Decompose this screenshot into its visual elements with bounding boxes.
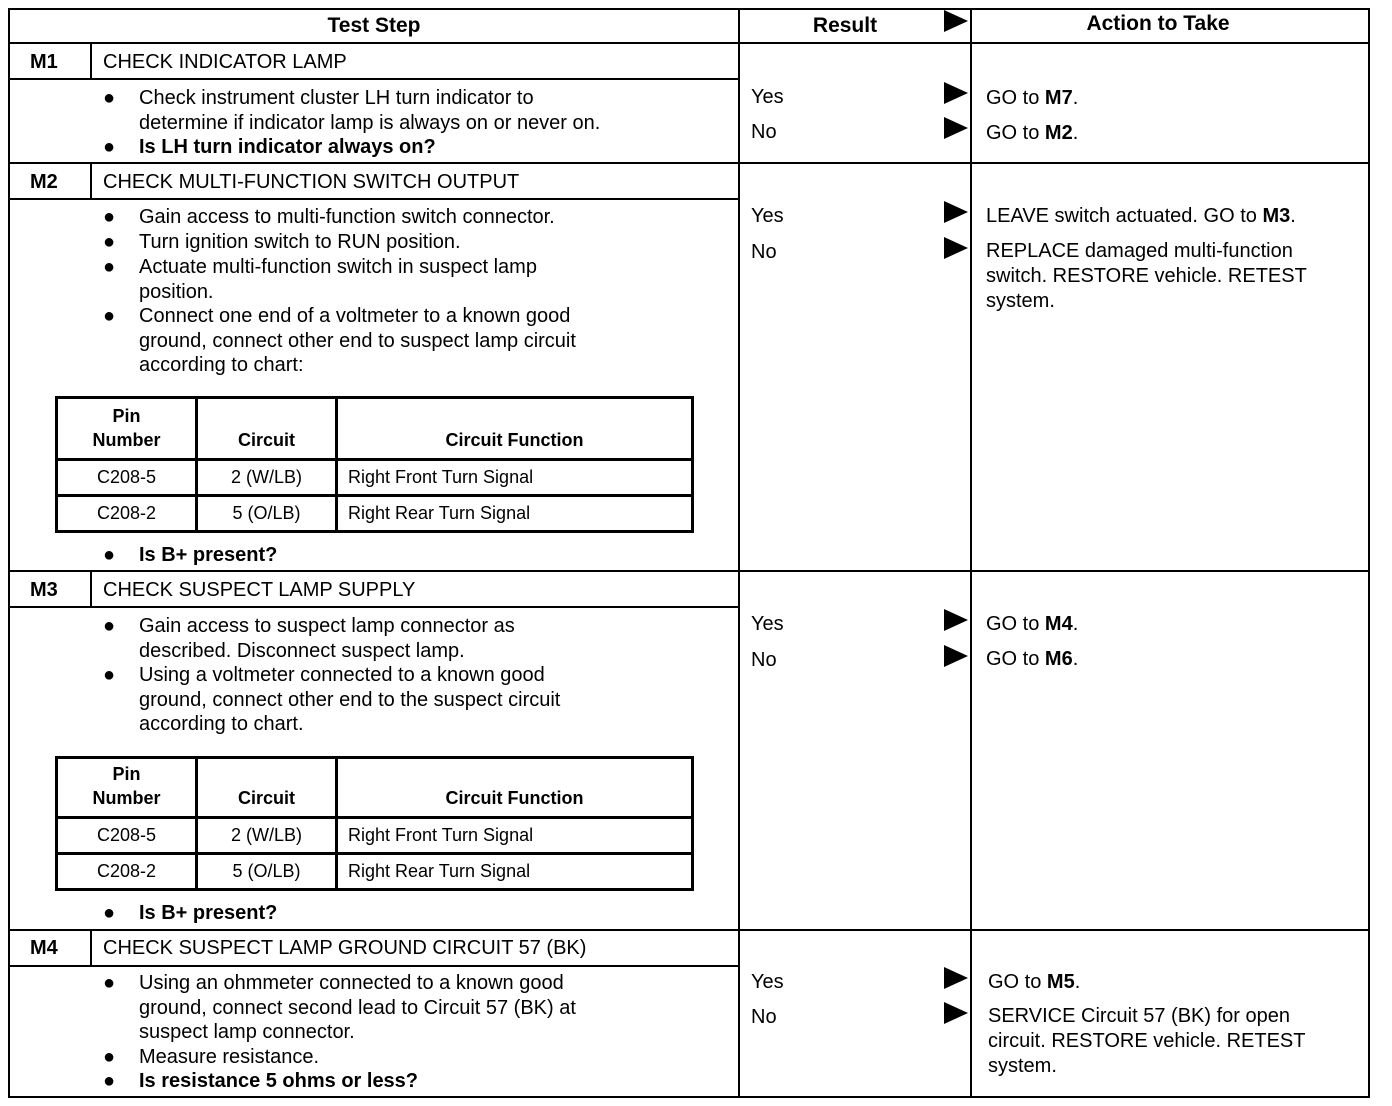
bullet-text: Using an ohmmeter connected to a known good ground, connect second lead to Circuit 57 (BK) at suspect lamp connector. [139, 972, 576, 1043]
step-title: CHECK SUSPECT LAMP GROUND CIRCUIT 57 (BK) [103, 937, 587, 959]
step-id: M1 [30, 51, 58, 73]
step-id: M2 [30, 171, 58, 193]
bullet-icon: ● [103, 231, 116, 253]
header-test-step: Test Step [327, 14, 421, 37]
result-arrow-icon [944, 201, 968, 223]
action-text: GO to M6. [986, 648, 1079, 670]
bullet-text: Is resistance 5 ohms or less? [139, 1070, 419, 1092]
pin-table-header: Circuit Function [337, 758, 693, 818]
pin-table-header: Circuit Function [337, 398, 693, 460]
action-text: LEAVE switch actuated. GO to M3. [986, 205, 1296, 227]
bullet-text: Is B+ present? [139, 902, 278, 924]
bullet-text: Turn ignition switch to RUN position. [139, 231, 461, 253]
table-row [57, 496, 693, 532]
action-text: GO to M7. [986, 87, 1079, 109]
bullet-text: Using a voltmeter connected to a known good ground, connect other end to the suspect circuit according to chart. [139, 664, 561, 735]
action-text: SERVICE Circuit 57 (BK) for open circuit. RESTORE vehicle. RETEST system. [988, 1005, 1306, 1077]
result-yes: Yes [751, 86, 784, 108]
result-arrow-icon [944, 117, 968, 139]
pin-table [55, 756, 694, 891]
header-arrow-icon [944, 10, 968, 32]
action-text: REPLACE damaged multi-function switch. RESTORE vehicle. RETEST system. [986, 240, 1307, 312]
bullet-icon: ● [103, 544, 116, 566]
pin-table [55, 396, 694, 533]
bullet-icon: ● [103, 972, 116, 994]
bullet-icon: ● [103, 206, 116, 228]
function-cell: Right Rear Turn Signal [337, 854, 693, 890]
step-title: CHECK INDICATOR LAMP [103, 51, 347, 73]
action-text: GO to M2. [986, 122, 1079, 144]
bullet-icon: ● [103, 305, 116, 327]
pin-cell: C208-2 [57, 496, 197, 532]
result-arrow-icon [944, 1002, 968, 1024]
function-cell: Right Rear Turn Signal [337, 496, 693, 532]
circuit-cell: 2 (W/LB) [197, 460, 337, 496]
result-arrow-icon [944, 645, 968, 667]
pin-table-header: Pin Number [57, 758, 197, 818]
result-no: No [751, 649, 777, 671]
bullet-icon: ● [103, 136, 116, 158]
action-text: GO to M4. [986, 613, 1079, 635]
result-yes: Yes [751, 613, 784, 635]
function-cell: Right Front Turn Signal [337, 460, 693, 496]
result-arrow-icon [944, 609, 968, 631]
result-arrow-icon [944, 967, 968, 989]
result-no: No [751, 1006, 777, 1028]
result-arrow-icon [944, 82, 968, 104]
bullet-text: Actuate multi-function switch in suspect lamp position. [139, 256, 537, 303]
step-title: CHECK MULTI-FUNCTION SWITCH OUTPUT [103, 171, 520, 193]
pin-cell: C208-5 [57, 460, 197, 496]
circuit-cell: 5 (O/LB) [197, 496, 337, 532]
bullet-icon: ● [103, 1046, 116, 1068]
result-no: No [751, 121, 777, 143]
result-yes: Yes [751, 971, 784, 993]
bullet-icon: ● [103, 256, 116, 278]
bullet-text: Check instrument cluster LH turn indicator to determine if indicator lamp is always on or never on. [139, 87, 601, 134]
bullet-icon: ● [103, 87, 116, 109]
bullet-text: Gain access to suspect lamp connector as described. Disconnect suspect lamp. [139, 615, 515, 662]
bullet-icon: ● [103, 664, 116, 686]
pin-cell: C208-5 [57, 818, 197, 854]
circuit-cell: 5 (O/LB) [197, 854, 337, 890]
result-yes: Yes [751, 205, 784, 227]
bullet-text: Connect one end of a voltmeter to a known good ground, connect other end to suspect lamp circuit according to chart: [139, 305, 576, 376]
bullet-icon: ● [103, 615, 116, 637]
bullet-text: Is B+ present? [139, 544, 278, 566]
bullet-text: Measure resistance. [139, 1046, 320, 1068]
bullet-text: Gain access to multi-function switch connector. [139, 206, 555, 228]
pin-table-header: Circuit [197, 758, 337, 818]
action-text: GO to M5. [988, 971, 1081, 993]
header-result: Result [812, 14, 878, 37]
result-arrow-icon [944, 237, 968, 259]
step-id: M3 [30, 579, 58, 601]
step-id: M4 [30, 937, 58, 959]
bullet-text: Is LH turn indicator always on? [139, 136, 436, 158]
header-action: Action to Take [1086, 12, 1230, 35]
result-no: No [751, 241, 777, 263]
pin-table-header: Circuit [197, 398, 337, 460]
table-row [57, 460, 693, 496]
circuit-cell: 2 (W/LB) [197, 818, 337, 854]
step-title: CHECK SUSPECT LAMP SUPPLY [103, 579, 416, 601]
bullet-icon: ● [103, 1070, 116, 1092]
pin-table-header: Pin Number [57, 398, 197, 460]
pin-cell: C208-2 [57, 854, 197, 890]
function-cell: Right Front Turn Signal [337, 818, 693, 854]
bullet-icon: ● [103, 902, 116, 924]
table-row [57, 854, 693, 890]
table-row [57, 818, 693, 854]
